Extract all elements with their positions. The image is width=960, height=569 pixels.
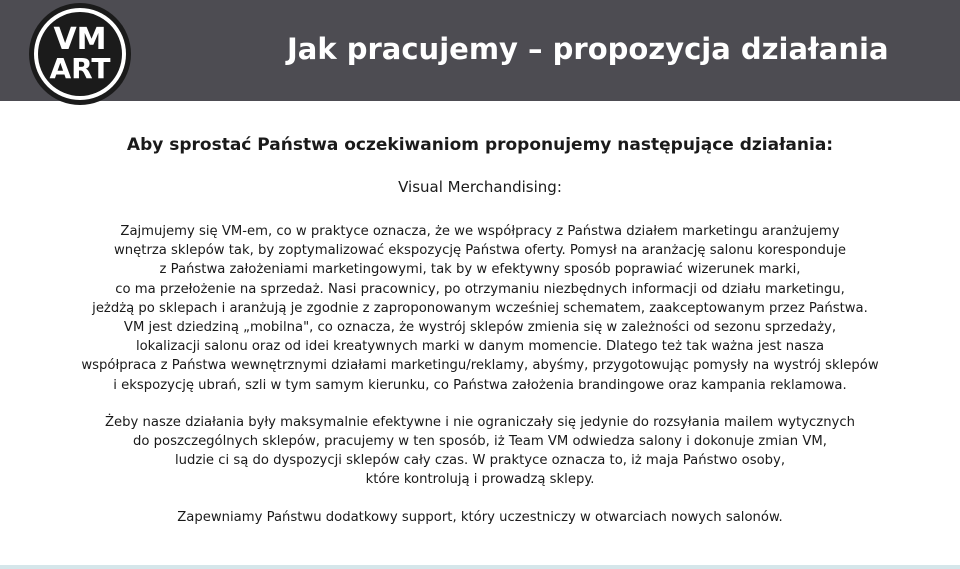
- text-line: lokalizacji salonu oraz od idei kreatywnych marki w danym momencie. Dlatego też tak ważna jest nasza: [135, 339, 825, 355]
- paragraph-gap: [0, 490, 960, 508]
- page-title: Jak pracujemy – propozycja działania: [287, 32, 889, 66]
- text-line: co ma przełożenie na sprzedaż. Nasi pracownicy, po otrzymaniu niezbędnych informacji od działu marketingu,: [115, 281, 845, 297]
- text-line: i ekspozycję ubrań, szli w tym samym kierunku, co Państwa założenia brandingowe oraz kampania reklamowa.: [113, 377, 847, 393]
- text-line: ludzie ci są do dyspozycji sklepów cały czas. W praktyce oznacza to, iż maja Państwo osoby,: [174, 453, 786, 469]
- section-title: Visual Merchandising:: [398, 178, 562, 196]
- text-line: współpraca z Państwa wewnętrznymi działami marketingu/reklamy, abyśmy, przygotowując pomysły na wystrój sklepów: [81, 358, 879, 374]
- text-line: jeżdżą po sklepach i aranżują je zgodnie z zaproponowanym wcześniej schematem, zaakceptowanym przez Państwa.: [92, 300, 868, 316]
- paragraph-vm-description: [0, 222, 960, 395]
- paragraph-support: [0, 508, 960, 527]
- body-text: [0, 222, 960, 527]
- bottom-strip: [0, 565, 960, 569]
- intro-heading: Aby sprostać Państwa oczekiwaniom proponujemy następujące działania:: [126, 135, 834, 155]
- paragraph-team-vm: [0, 413, 960, 490]
- text-line: Zajmujemy się VM-em, co w praktyce oznacza, że we współpracy z Państwa działem marketingu aranżujemy: [120, 224, 840, 239]
- text-line: Zapewniamy Państwu dodatkowy support, który uczestniczy w otwarciach nowych salonów.: [177, 509, 783, 525]
- text-line: Żeby nasze działania były maksymalnie efektywne i nie ograniczały się jedynie do rozsyłania mailem wytycznych: [105, 414, 855, 430]
- logo-text-art: ART: [49, 52, 111, 85]
- logo-text-vm: VM: [53, 22, 107, 57]
- paragraph-gap: [0, 395, 960, 413]
- vm-art-logo: [28, 2, 132, 106]
- text-line: VM jest dziedziną „mobilna", co oznacza, że wystrój sklepów zmienia się w zależności od sezonu sprzedaży,: [123, 320, 837, 336]
- text-line: które kontrolują i prowadzą sklepy.: [365, 472, 595, 488]
- text-line: wnętrza sklepów tak, by zoptymalizować ekspozycję Państwa oferty. Pomysł na aranżację salonu koresponduje: [114, 243, 846, 259]
- text-line: z Państwa założeniami marketingowymi, tak by w efektywny sposób poprawiać wizerunek marki,: [159, 262, 801, 278]
- text-line: do poszczególnych sklepów, pracujemy w ten sposób, iż Team VM odwiedza salony i dokonuje zmian VM,: [133, 434, 827, 450]
